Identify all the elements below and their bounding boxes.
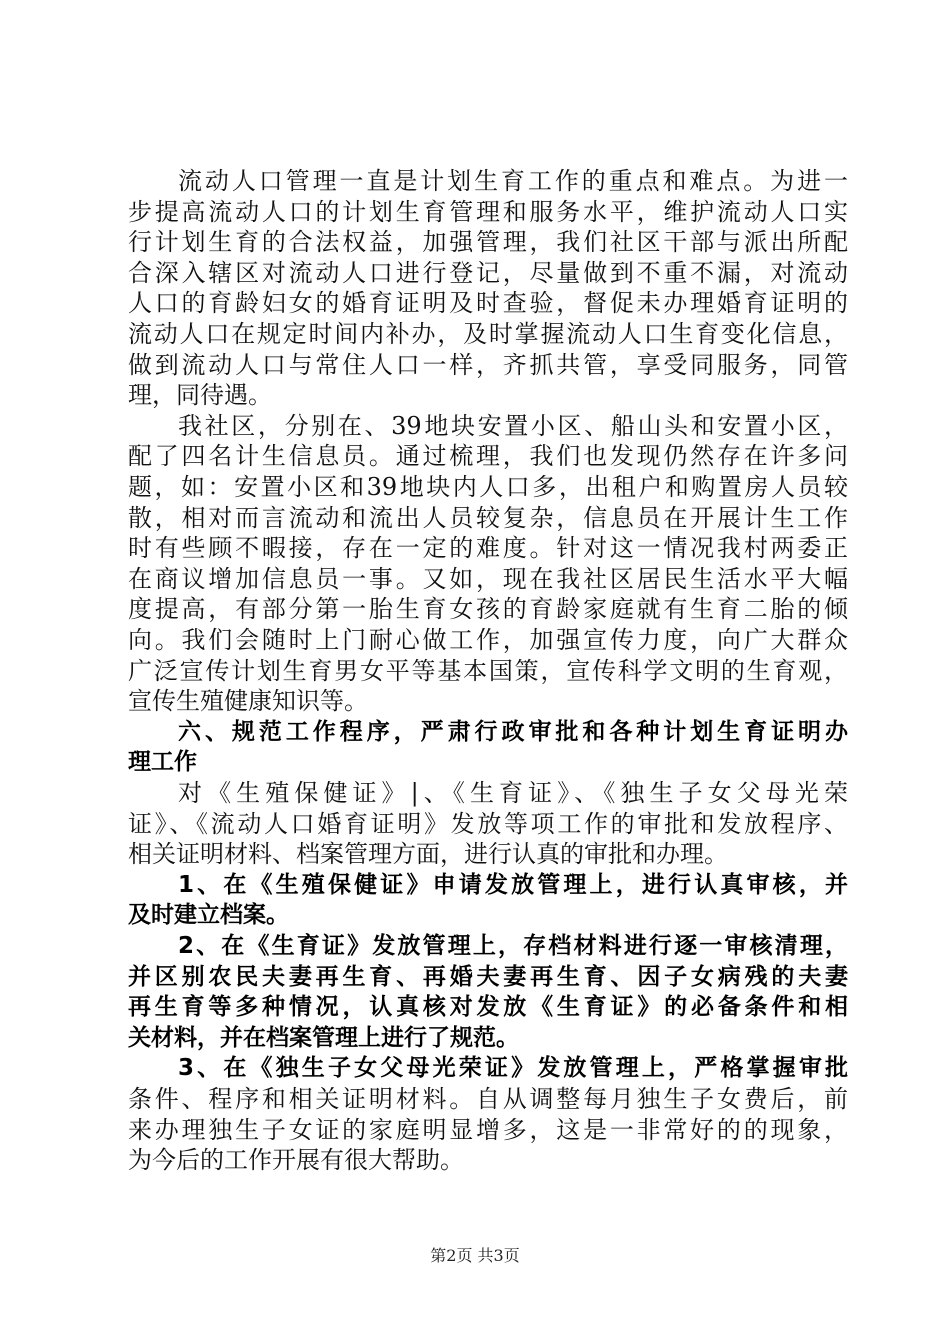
paragraph-line: 人口的育龄妇女的婚育证明及时查验，督促未办理婚育证明的: [128, 289, 848, 318]
paragraph-line: 流动人口在规定时间内补办，及时掌握流动人口生育变化信息，: [128, 320, 848, 348]
paragraph-line: 条件、程序和相关证明材料。自从调整每月独生子女费后，前: [128, 1085, 848, 1113]
bold-line: 关材料，并在档案管理上进行了规范。: [128, 1024, 519, 1051]
bold-line: 六、规范工作程序，严肃行政审批和各种计划生育证明办: [178, 718, 848, 745]
paragraph-line: 宣传生殖健康知识等。: [128, 687, 368, 716]
paragraph-line: 合深入辖区对流动人口进行登记，尽量做到不重不漏，对流动: [128, 258, 848, 287]
bold-line: 并区别农民夫妻再生育、再婚夫妻再生育、因子女病残的夫妻: [128, 963, 848, 990]
paragraph-line: 做到流动人口与常住人口一样，齐抓共管，享受同服务，同管: [128, 350, 848, 379]
bold-line: 再生育等多种情况，认真核对发放《生育证》的必备条件和相: [128, 994, 848, 1021]
paragraph-line: 我社区，分别在、39地块安置小区、船山头和安置小区，: [178, 411, 848, 440]
paragraph-line: 为今后的工作开展有很大帮助。: [128, 1146, 464, 1175]
paragraph-line: 时有些顾不暇接，存在一定的难度。针对这一情况我村两委正: [128, 534, 848, 563]
paragraph-line: 广泛宣传计划生育男女平等基本国策，宣传科学文明的生育观，: [128, 656, 848, 685]
paragraph-line: 对《生殖保健证》|、《生育证》、《独生子女父母光荣: [178, 779, 848, 807]
paragraph-line: 配了四名计生信息员。通过梳理，我们也发现仍然存在许多问: [128, 442, 848, 471]
paragraph-line: 行计划生育的合法权益，加强管理，我们社区干部与派出所配: [128, 228, 848, 257]
paragraph-line: 散，相对而言流动和流出人员较复杂，信息员在开展计生工作: [128, 503, 848, 532]
paragraph-line: 证》、《流动人口婚育证明》发放等项工作的审批和发放程序、: [128, 809, 848, 838]
paragraph-line: 向。我们会随时上门耐心做工作，加强宣传力度，向广大群众: [128, 626, 848, 654]
bold-line: 3、在《独生子女父母光荣证》发放管理上，严格掌握审批: [178, 1055, 848, 1082]
bold-line: 1、在《生殖保健证》申请发放管理上，进行认真审核，并: [178, 871, 848, 898]
page-footer: 第2页 共3页: [430, 1246, 520, 1265]
paragraph-line: 度提高，有部分第一胎生育女孩的育龄家庭就有生育二胎的倾: [128, 595, 848, 624]
paragraph-line: 相关证明材料、档案管理方面，进行认真的审批和办理。: [128, 840, 728, 869]
paragraph-line: 理，同待遇。: [128, 381, 272, 410]
paragraph-line: 在商议增加信息员一事。又如，现在我社区居民生活水平大幅: [128, 564, 848, 593]
paragraph-line: 来办理独生子女证的家庭明显增多，这是一非常好的的现象，: [128, 1115, 848, 1144]
paragraph-line: 流动人口管理一直是计划生育工作的重点和难点。为进一: [178, 167, 848, 195]
bold-line: 及时建立档案。: [128, 902, 289, 929]
bold-line: 2、在《生育证》发放管理上，存档材料进行逐一审核清理，: [178, 933, 848, 959]
paragraph-line: 题，如：安置小区和39地块内人口多，出租户和购置房人员较: [128, 473, 848, 501]
bold-line: 理工作: [128, 749, 197, 776]
paragraph-line: 步提高流动人口的计划生育管理和服务水平，维护流动人口实: [128, 197, 848, 226]
